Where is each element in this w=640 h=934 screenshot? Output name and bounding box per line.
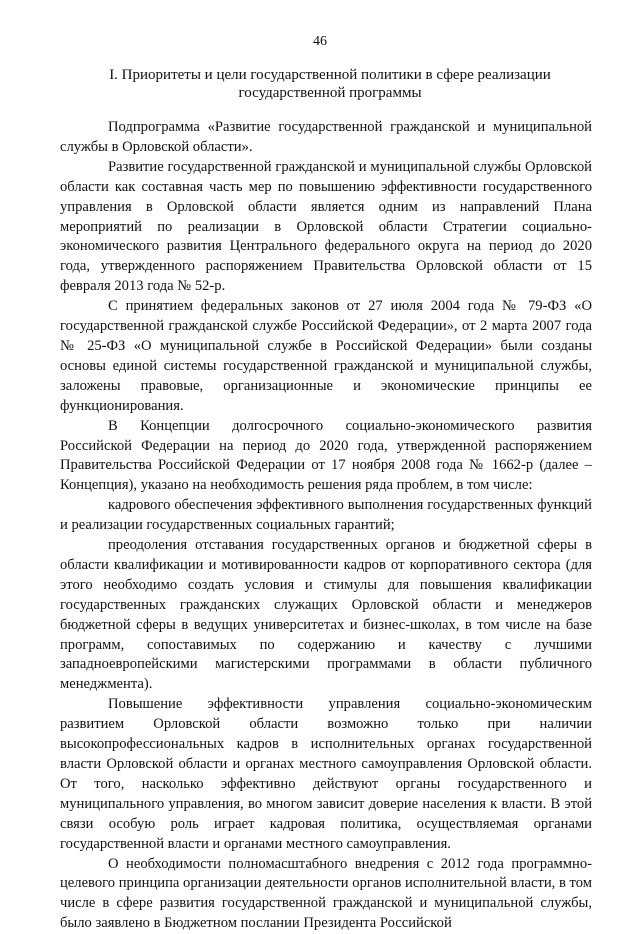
paragraph-concept: В Концепции долгосрочного социально-экономического развития Российской Федерации на период до 2020 года, утвержденной распоряжением Правительства Российской Федерации от 17 ноября 2008 года № 1662-р (далее – Концепция), указано на необходимость решения ряда проблем, в том числе: [60,417,592,494]
paragraph-subprogram-title: Подпрограмма «Развитие государственной гражданской и муниципальной службы в Орловской области». [60,119,592,155]
paragraph-management-efficiency: Повышение эффективности управления социально-экономическим развитием Орловской области возможно только при наличии высокопрофессиональных кадров в исполнительных органах государственной власти Орловской области и органах местного самоуправления Орловской области. От того, насколько эффективно действуют органы государственного и муниципального управления, во многом зависит доверие населения к власти. В этой связи особую роль играет кадровая политика, осуществляемая органами государственной власти и органами местного самоуправления. [60,696,592,852]
paragraph-federal-laws: С принятием федеральных законов от 27 июля 2004 года № 79-ФЗ «О государственной гражданской службе Российской Федерации», от 2 марта 2007 года № 25-ФЗ «О муниципальной службе в Российской Федерации» были созданы основы единой системы государственной гражданской и муниципальной службы, заложены правовые, организационные и экономические принципы ее функционирования. [60,298,592,414]
paragraph-civil-service-development: Развитие государственной гражданской и муниципальной службы Орловской области как составная часть мер по повышению эффективности государственного управления в Орловской области является одним из направлений Плана мероприятий по реализации в Орловской области Стратегии социально-экономического развития Центрального федерального округа на период до 2020 года, утвержденного распоряжением Правительства Орловской области от 15 февраля 2013 года № 52-р. [60,158,592,295]
paragraph-staffing: кадрового обеспечения эффективного выполнения государственных функций и реализации государственных социальных гарантий; [60,497,592,534]
paragraph-program-target-principle: О необходимости полномасштабного внедрения с 2012 года программно-целевого принципа организации деятельности органов исполнительной власти, в том числе в сфере развития государственной гражданской и муниципальной службы, было заявлено в Бюджетном послании Президента Российской [60,855,592,932]
paragraph-qualification-gap: преодоления отставания государственных органов и бюджетной сферы в области квалификации и мотивированности кадров от корпоративного сектора (для этого необходимо создать условия и стимулы для повышения квалификации государственных гражданских служащих Орловской области и менеджеров бюджетной сферы в ведущих университетах и бизнес-школах, в том числе на базе программ, сопоставимых по содержанию и качеству с лучшими западноевропейскими магистерскими программами в области публичного менеджмента). [60,537,592,693]
document-body [60,118,592,934]
page-number: 46 [313,34,327,49]
section-title: I. Приоритеты и цели государственной политики в сфере реализации государственной программы [109,67,551,101]
